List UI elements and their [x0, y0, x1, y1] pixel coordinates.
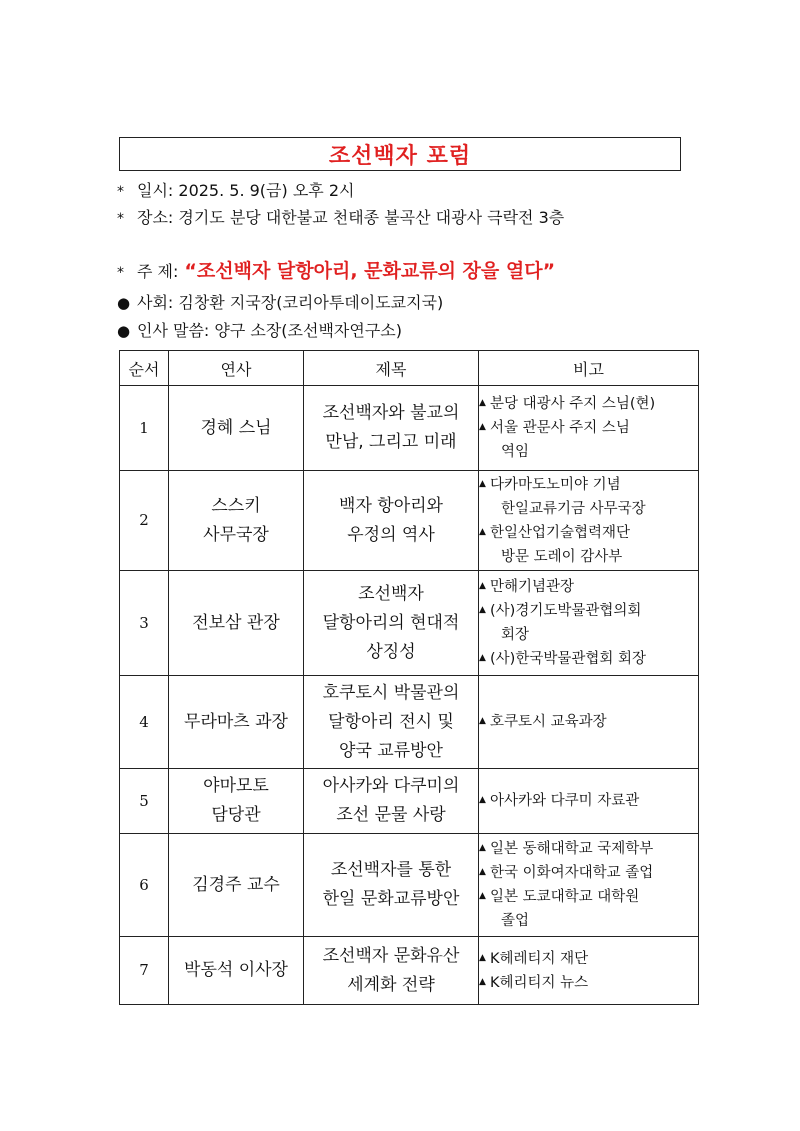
topic-line: 조선백자 [358, 583, 424, 604]
place-text: 장소: 경기도 분당 대한불교 천태종 불곡산 대광사 극락전 3층 [137, 208, 565, 227]
theme-label: 주 제: [137, 262, 179, 281]
speaker-cell [169, 937, 304, 1005]
title-box [119, 137, 681, 171]
note-text [490, 392, 698, 416]
topic-cell [304, 834, 479, 937]
note-line: 호쿠토시 교육과장 [490, 714, 607, 730]
note-line: 역임 [501, 444, 530, 460]
note-text [490, 599, 698, 647]
note-text [490, 416, 698, 464]
topic-line: 한일 문화교류방안 [322, 889, 460, 909]
triangle-bullet-icon: ▲ [479, 653, 486, 663]
greeting-text: 인사 말씀: 양구 소장(조선백자연구소) [137, 321, 402, 340]
note-text [490, 837, 698, 861]
host-text: 사회: 김창환 지국장(코리아투데이도쿄지국) [137, 293, 444, 312]
header-speaker: 연사 [169, 351, 304, 386]
speaker-line: 스스키 [211, 495, 261, 516]
note-line: (사)한국박물관협회 회장 [490, 651, 646, 667]
note-item [479, 885, 698, 933]
triangle-bullet-icon: ▲ [479, 716, 486, 726]
speaker-line: 무라마츠 과장 [184, 711, 288, 732]
speaker-line: 박동석 이사장 [184, 960, 288, 980]
triangle-bullet-icon: ▲ [479, 581, 486, 591]
info-place [117, 205, 564, 228]
speaker-line: 담당관 [211, 805, 261, 825]
note-cell [479, 471, 699, 571]
theme-text: “조선백자 달항아리, 문화교류의 장을 열다” [184, 260, 556, 282]
topic-cell [304, 386, 479, 471]
note-item [479, 647, 698, 671]
table-header-row [120, 351, 699, 386]
speaker-line: 경혜 스님 [200, 417, 272, 438]
note-text [490, 971, 698, 995]
note-line: K헤리티지 뉴스 [490, 974, 589, 991]
note-cell [479, 676, 699, 769]
order-cell: 6 [120, 834, 169, 937]
triangle-bullet-icon: ▲ [479, 398, 486, 408]
speaker-cell [169, 676, 304, 769]
note-line: 일본 도쿄대학교 대학원 [490, 889, 640, 905]
note-item [479, 837, 698, 861]
note-line: 한일교류기금 사무국장 [501, 500, 646, 517]
triangle-bullet-icon: ▲ [479, 422, 486, 432]
table-row [120, 834, 699, 937]
table-row [120, 386, 699, 471]
triangle-bullet-icon: ▲ [479, 526, 486, 537]
note-item [479, 473, 698, 521]
speaker-line: 전보삼 관장 [192, 612, 280, 633]
order-cell: 2 [120, 471, 169, 571]
table-row [120, 676, 699, 769]
info-theme [117, 256, 555, 283]
note-item [479, 861, 698, 885]
table-row [120, 571, 699, 676]
triangle-bullet-icon: ▲ [479, 952, 486, 963]
topic-cell [304, 571, 479, 676]
note-line: 아사카와 다쿠미 자료관 [490, 793, 640, 809]
note-line: 서울 관문사 주지 스님 [490, 420, 630, 436]
triangle-bullet-icon: ▲ [479, 795, 486, 805]
speaker-line: 사무국장 [203, 524, 269, 545]
note-item [479, 392, 698, 416]
topic-cell [304, 676, 479, 769]
topic-line: 달항아리 전시 및 [328, 711, 454, 732]
note-text [490, 947, 698, 971]
info-datetime [117, 178, 354, 201]
note-text [490, 521, 698, 569]
page-title: 조선백자 포럼 [328, 143, 472, 169]
order-cell: 7 [120, 937, 169, 1005]
topic-line: 조선백자를 통한 [330, 860, 452, 880]
note-text [490, 710, 698, 734]
speaker-cell [169, 571, 304, 676]
note-text [490, 885, 698, 933]
note-cell [479, 769, 699, 834]
dot-bullet-icon: ● [117, 294, 131, 312]
note-cell [479, 386, 699, 471]
triangle-bullet-icon: ▲ [479, 891, 486, 901]
note-item [479, 575, 698, 599]
speaker-cell [169, 471, 304, 571]
note-text [490, 861, 698, 885]
note-line: K헤레티지 재단 [490, 950, 589, 967]
info-greeting [117, 318, 402, 341]
note-line: 방문 도레이 감사부 [501, 548, 623, 565]
note-cell [479, 571, 699, 676]
speaker-cell [169, 769, 304, 834]
table-row [120, 769, 699, 834]
schedule-body [120, 386, 699, 1005]
triangle-bullet-icon: ▲ [479, 867, 486, 877]
schedule-table [119, 350, 699, 1005]
triangle-bullet-icon: ▲ [479, 843, 486, 853]
note-item [479, 789, 698, 813]
order-cell: 5 [120, 769, 169, 834]
topic-cell [304, 937, 479, 1005]
topic-line: 세계화 전략 [347, 974, 435, 995]
table-row [120, 937, 699, 1005]
topic-cell [304, 471, 479, 571]
topic-line: 조선백자와 불교의 [322, 403, 460, 423]
note-cell [479, 937, 699, 1005]
topic-line: 만남, 그리고 미래 [325, 432, 457, 452]
star-bullet-icon: * [117, 211, 124, 227]
table-row [120, 471, 699, 571]
star-bullet-icon: * [117, 265, 124, 281]
note-line: 한국 이화여자대학교 졸업 [490, 865, 654, 881]
topic-line: 아사카와 다쿠미의 [322, 776, 460, 796]
topic-cell [304, 769, 479, 834]
topic-line: 양국 교류방안 [339, 740, 443, 761]
note-item [479, 947, 698, 971]
note-line: 일본 동해대학교 국제학부 [490, 841, 654, 857]
note-line: 한일산업기술협력재단 [490, 524, 631, 541]
speaker-cell [169, 386, 304, 471]
note-text [490, 789, 698, 813]
note-text [490, 473, 698, 521]
topic-line: 백자 항아리와 [339, 495, 443, 516]
order-cell: 1 [120, 386, 169, 471]
order-cell: 4 [120, 676, 169, 769]
datetime-text: 일시: 2025. 5. 9(금) 오후 2시 [137, 181, 355, 200]
triangle-bullet-icon: ▲ [479, 605, 486, 615]
speaker-line: 야마모토 [203, 776, 269, 796]
note-text [490, 647, 698, 671]
triangle-bullet-icon: ▲ [479, 478, 486, 489]
note-cell [479, 834, 699, 937]
note-line: 분당 대광사 주지 스님(현) [490, 396, 656, 412]
note-item [479, 710, 698, 734]
topic-line: 상징성 [366, 641, 416, 662]
header-note: 비고 [479, 351, 699, 386]
topic-line: 조선백자 문화유산 [322, 945, 460, 966]
note-line: 다카마도노미야 기념 [490, 476, 621, 493]
note-line: 회장 [501, 627, 530, 643]
note-text [490, 575, 698, 599]
triangle-bullet-icon: ▲ [479, 976, 486, 987]
topic-line: 우정의 역사 [347, 524, 435, 545]
dot-bullet-icon: ● [117, 322, 131, 340]
note-item [479, 416, 698, 464]
star-bullet-icon: * [117, 184, 124, 200]
speaker-cell [169, 834, 304, 937]
note-line: 졸업 [501, 913, 530, 929]
header-order: 순서 [120, 351, 169, 386]
topic-line: 호쿠토시 박물관의 [322, 682, 460, 703]
note-item [479, 521, 698, 569]
note-line: 만해기념관장 [490, 579, 575, 595]
header-topic: 제목 [304, 351, 479, 386]
speaker-line: 김경주 교수 [192, 874, 280, 895]
note-item [479, 971, 698, 995]
note-line: (사)경기도박물관협의회 [490, 603, 642, 619]
info-host [117, 290, 443, 313]
order-cell: 3 [120, 571, 169, 676]
topic-line: 조선 문물 사랑 [336, 805, 446, 825]
topic-line: 달항아리의 현대적 [322, 612, 460, 633]
note-item [479, 599, 698, 647]
